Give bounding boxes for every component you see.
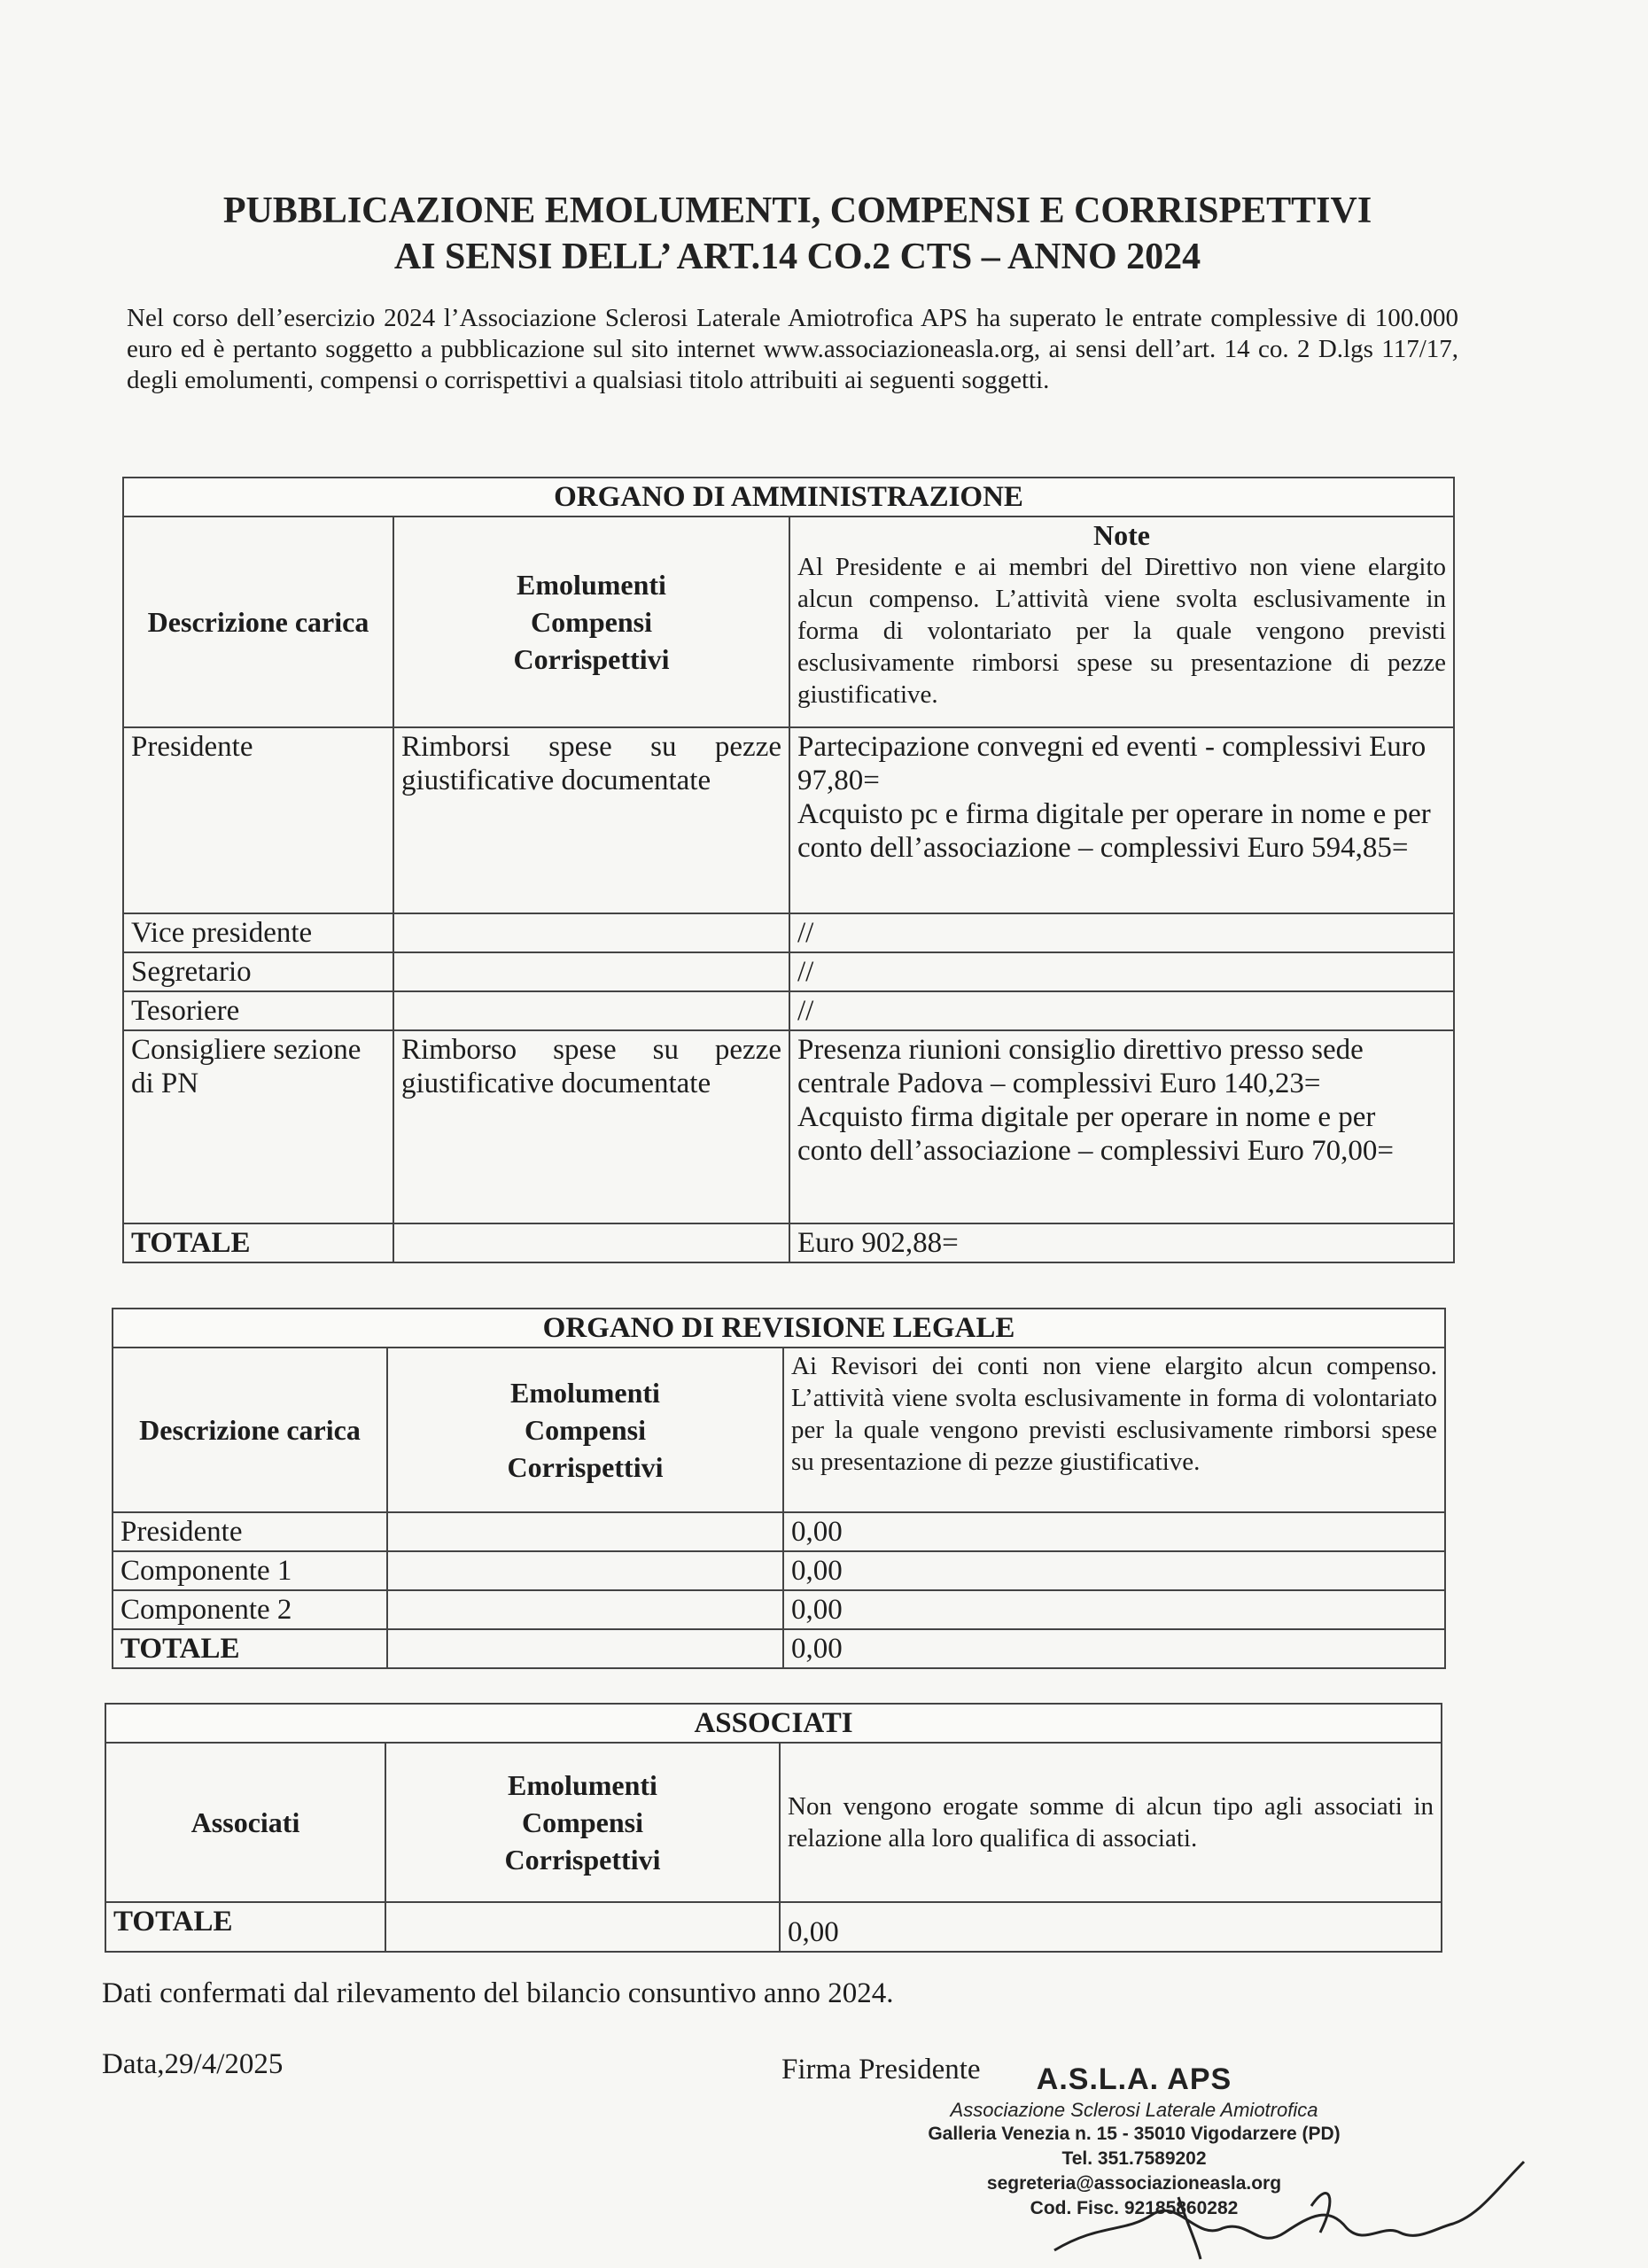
total-empty [387,1629,783,1668]
table-row [123,727,1454,913]
note-line: Acquisto pc e firma digitale per operare in nome e per conto dell’associazione – complessivi Euro 594,85= [797,798,1431,864]
total-empty [385,1902,780,1952]
emol-cell [393,991,789,1030]
carica-cell: Componente 2 [113,1590,387,1629]
admin-table-header: ORGANO DI AMMINISTRAZIONE [123,478,1454,517]
carica-cell: Presidente [113,1512,387,1551]
stamp-phone: Tel. 351.7589202 [1061,2148,1207,2169]
admin-col-notes [789,517,1454,727]
value-cell: 0,00 [783,1590,1445,1629]
note-line: Presenza riunioni consiglio direttivo presso sede centrale Padova – complessivi Euro 140,23= [797,1034,1364,1099]
emol-cell [393,952,789,991]
emol-line-3: Corrispettivi [507,1451,664,1483]
carica-cell: Presidente [123,727,393,913]
emol-cell [387,1512,783,1551]
table-row [113,1551,1445,1590]
table-row [123,913,1454,952]
emol-cell [387,1590,783,1629]
confirmation-note: Dati confermati dal rilevamento del bilancio consuntivo anno 2024. [102,1977,894,2009]
revision-col-notes: Ai Revisori dei conti non viene elargito alcun compenso. L’attività viene svolta esclusivamente in forma di volontariato per la quale vengono previsti esclusivamente rimborsi spese su presentazione di pezze giustificative. [783,1348,1445,1512]
revision-table [112,1308,1446,1669]
table-row [123,991,1454,1030]
note-cell [789,1030,1454,1223]
emol-line-1: Emolumenti [517,569,666,601]
associates-table-header: ASSOCIATI [105,1704,1442,1743]
title-line-1: PUBBLICAZIONE EMOLUMENTI, COMPENSI E CORRISPETTIVI [222,190,1372,231]
admin-notes-text: Al Presidente e ai membri del Direttivo non viene elargito alcun compenso. L’attività viene svolta esclusivamente in forma di volontariato per la quale vengono previsti esclusivamente rimborsi spese su presentazione di pezze giustificative. [797,553,1447,709]
total-value: Euro 902,88= [789,1223,1454,1262]
note-line: Acquisto firma digitale per operare in nome e per conto dell’associazione – complessivi Euro 70,00= [797,1101,1394,1167]
total-label: TOTALE [123,1223,393,1262]
total-row [105,1902,1442,1952]
carica-cell: Componente 1 [113,1551,387,1590]
note-cell: // [789,913,1454,952]
emol-line-1: Emolumenti [508,1769,657,1801]
carica-cell: Vice presidente [123,913,393,952]
table-row [113,1590,1445,1629]
table-row [123,1030,1454,1223]
title-line-2: AI SENSI DELL’ ART.14 CO.2 CTS – ANNO 2024 [393,237,1201,277]
associates-col-notes: Non vengono erogate somme di alcun tipo agli associati in relazione alla loro qualifica di associati. [780,1743,1442,1902]
total-label: TOTALE [105,1902,385,1952]
emol-cell [387,1551,783,1590]
revision-col-description: Descrizione carica [113,1348,387,1512]
carica-cell: Consigliere sezione di PN [123,1030,393,1223]
emol-line-2: Compensi [522,1806,643,1838]
admin-col-emolumenti [393,517,789,727]
signature-label: Firma Presidente [781,2054,981,2085]
notes-title: Note [1093,519,1150,551]
total-row [123,1223,1454,1262]
emol-line-2: Compensi [525,1414,646,1446]
admin-table [122,477,1455,1263]
stamp-name: A.S.L.A. APS [1036,2062,1232,2096]
emol-line-3: Corrispettivi [513,643,670,675]
total-value: 0,00 [780,1902,1442,1952]
stamp-address: Galleria Venezia n. 15 - 35010 Vigodarzere (PD) [928,2124,1341,2144]
total-empty [393,1223,789,1262]
admin-col-description: Descrizione carica [123,517,393,727]
associates-col-emolumenti [385,1743,780,1902]
emol-line-3: Corrispettivi [504,1844,661,1876]
note-cell [789,727,1454,913]
handwritten-signature [1046,2144,1542,2268]
carica-cell: Tesoriere [123,991,393,1030]
note-cell: // [789,991,1454,1030]
total-value: 0,00 [783,1629,1445,1668]
note-line: Partecipazione convegni ed eventi - complessivi Euro 97,80= [797,731,1426,796]
associates-col-description: Associati [105,1743,385,1902]
document-date: Data,29/4/2025 [102,2048,284,2080]
value-cell: 0,00 [783,1551,1445,1590]
emol-line-2: Compensi [531,606,652,638]
note-cell: // [789,952,1454,991]
associates-table [105,1703,1442,1953]
document-title [133,188,1462,280]
revision-col-emolumenti [387,1348,783,1512]
emol-cell [393,913,789,952]
stamp-fiscal-code: Cod. Fisc. 92185860282 [1030,2198,1239,2218]
table-row [123,952,1454,991]
value-cell: 0,00 [783,1512,1445,1551]
carica-cell: Segretario [123,952,393,991]
intro-paragraph: Nel corso dell’esercizio 2024 l’Associazione Sclerosi Laterale Amiotrofica APS ha superato le entrate complessive di 100.000 euro ed è pertanto soggetto a pubblicazione sul sito internet www.associazioneasla.org, ai sensi dell’art. 14 co. 2 D.lgs 117/17, degli emolumenti, compensi o corrispettivi a qualsiasi titolo attribuiti ai seguenti soggetti. [127,304,1458,394]
total-row [113,1629,1445,1668]
stamp-email: segreteria@associazioneasla.org [986,2173,1282,2194]
emol-cell: Rimborsi spese su pezze giustificative documentate [393,727,789,913]
emol-cell: Rimborso spese su pezze giustificative documentate [393,1030,789,1223]
revision-table-header: ORGANO DI REVISIONE LEGALE [113,1309,1445,1348]
total-label: TOTALE [113,1629,387,1668]
emol-line-1: Emolumenti [510,1377,660,1409]
stamp-subtitle: Associazione Sclerosi Laterale Amiotrofica [950,2099,1318,2121]
table-row [113,1512,1445,1551]
